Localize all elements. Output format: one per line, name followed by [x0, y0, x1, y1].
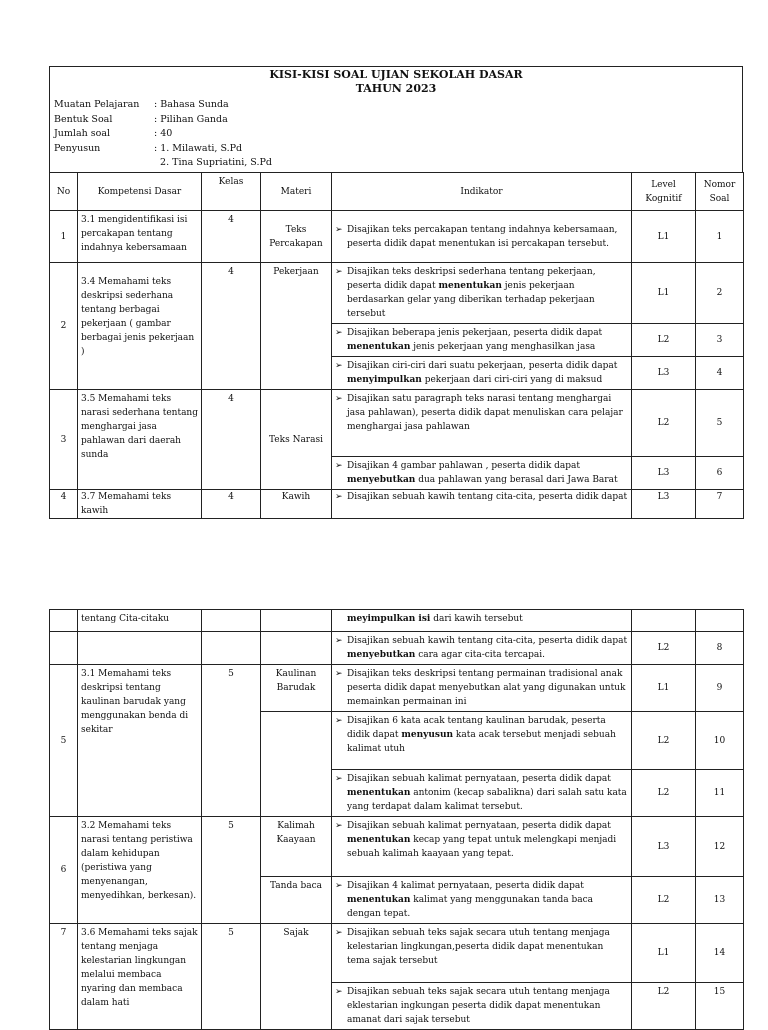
cell-nomor: 13 — [696, 877, 744, 924]
table-row — [50, 610, 744, 632]
cell-level: L1 — [632, 263, 696, 324]
cell-no: 3 — [50, 390, 78, 490]
cell-materi: Pekerjaan — [261, 263, 332, 390]
cell-level: L2 — [632, 324, 696, 357]
indikator-keyword: meyimpulkan isi — [347, 614, 431, 624]
meta-row — [54, 98, 272, 113]
cell-nomor: 12 — [696, 817, 744, 877]
cell-nomor: 2 — [696, 263, 744, 324]
cell-kd: 3.5 Memahami teks narasi sederhana tentang menghargai jasa pahlawan dari daerah sunda — [78, 390, 202, 490]
meta-value: : 40 — [154, 128, 173, 139]
indikator-part: jenis pekerjaan yang menghasilkan jasa — [410, 342, 596, 352]
table-header-row — [50, 173, 744, 211]
cell-nomor: 6 — [696, 457, 744, 490]
cell-level: L1 — [632, 211, 696, 263]
arrow-bullet-icon: ➢ — [335, 928, 343, 938]
cell-kelas: 5 — [202, 817, 261, 924]
indikator-keyword: menyimpulkan — [347, 375, 422, 385]
cell-no: 5 — [50, 665, 78, 817]
cell-indikator — [332, 357, 632, 390]
indikator-part: Disajikan satu paragraph teks narasi tentang menghargai jasa pahlawan), peserta didik dapat menuliskan cara pelajar menghargai jasa pahlawan — [347, 394, 623, 432]
indikator-text — [347, 392, 628, 434]
table-row — [50, 817, 744, 877]
meta-label: Muatan Pelajaran — [54, 99, 140, 110]
indikator-part: pekerjaan dari ciri-ciri yang di maksud — [421, 375, 603, 385]
table-row — [50, 665, 744, 712]
col-header-nomor: Nomor Soal — [696, 173, 744, 211]
cell-level: L1 — [632, 924, 696, 983]
cell-no: 2 — [50, 263, 78, 390]
indikator-text — [347, 772, 628, 814]
document-meta — [54, 98, 272, 171]
indikator-part: kata acak tersebut menjadi sebuah kalimat utuh — [347, 730, 616, 754]
cell-materi: Kaulinan Barudak — [261, 665, 332, 712]
table-row — [50, 263, 744, 324]
arrow-bullet-icon: ➢ — [335, 492, 343, 502]
indikator-text: Disajikan sebuah kawih tentang cita-cita, peserta didik dapat — [347, 492, 628, 502]
cell-nomor — [696, 610, 744, 632]
cell-level: L2 — [632, 390, 696, 457]
indikator-text — [347, 265, 628, 321]
arrow-bullet-icon: ➢ — [335, 636, 343, 646]
cell-kelas: 4 — [202, 211, 261, 263]
cell-indikator — [332, 263, 632, 324]
indikator-text: Disajikan sebuah teks sajak secara utuh tentang menjaga kelestarian lingkungan,peserta didik dapat menentukan tema sajak tersebut — [347, 928, 610, 966]
cell-indikator — [332, 390, 632, 457]
cell-no: 4 — [50, 490, 78, 519]
meta-label: Jumlah soal — [54, 128, 111, 139]
indikator-part: Disajikan ciri-ciri dari suatu pekerjaan, peserta didik dapat — [347, 361, 618, 371]
kisi-table-page-2 — [49, 609, 744, 1030]
cell-kelas: 4 — [202, 390, 261, 490]
arrow-bullet-icon: ➢ — [335, 821, 343, 831]
cell-materi: Kalimah Kaayaan — [261, 817, 332, 877]
indikator-text — [347, 879, 628, 921]
cell-materi — [261, 610, 332, 632]
arrow-bullet-icon: ➢ — [335, 361, 343, 371]
cell-indikator — [332, 665, 632, 712]
meta-label: Penyusun — [54, 142, 101, 154]
cell-no: 1 — [50, 211, 78, 263]
cell-level: L2 — [632, 632, 696, 665]
cell-level: L3 — [632, 490, 696, 519]
col-header-materi: Materi — [261, 173, 332, 211]
col-header-level: Level Kognitif — [632, 173, 696, 211]
cell-no: 7 — [50, 924, 78, 1030]
meta-value: : 1. Milawati, S.Pd — [154, 142, 243, 154]
cell-nomor: 3 — [696, 324, 744, 357]
cell-indikator — [332, 610, 632, 632]
indikator-text: Disajikan sebuah teks sajak secara utuh tentang menjaga eklestarian ingkungan peserta didik dapat menentukan amanat dari sajak tersebut — [347, 987, 610, 1025]
arrow-bullet-icon: ➢ — [335, 774, 343, 784]
indikator-part: Disajikan beberapa jenis pekerjaan, peserta didik dapat — [347, 328, 603, 338]
col-header-no: No — [50, 173, 78, 211]
indikator-part: kecap yang tepat untuk melengkapi menjadi sebuah kalimah kaayaan yang tepat. — [347, 835, 617, 859]
cell-level: L3 — [632, 357, 696, 390]
indikator-part: Disajikan sebuah kawih tentang cita-cita, peserta didik dapat — [347, 636, 628, 646]
cell-nomor: 10 — [696, 712, 744, 770]
indikator-text — [347, 634, 628, 662]
cell-kd — [78, 632, 202, 665]
cell-materi — [261, 632, 332, 665]
meta-label — [54, 156, 154, 171]
document-header — [49, 66, 743, 173]
cell-indikator — [332, 211, 632, 263]
indikator-part: Disajikan 6 kata acak tentang kaulinan barudak, peserta didik dapat — [347, 716, 606, 740]
cell-nomor: 8 — [696, 632, 744, 665]
cell-kelas — [202, 610, 261, 632]
cell-indikator — [332, 457, 632, 490]
arrow-bullet-icon: ➢ — [335, 716, 343, 726]
indikator-keyword: menentukan — [347, 835, 411, 845]
col-header-kelas: Kelas — [202, 173, 261, 211]
meta-value: 2. Tina Supriatini, S.Pd — [154, 157, 272, 168]
arrow-bullet-icon: ➢ — [335, 669, 343, 679]
indikator-text — [347, 326, 628, 354]
arrow-bullet-icon: ➢ — [335, 267, 343, 277]
indikator-keyword: menyebutkan — [347, 475, 416, 485]
indikator-part: Disajikan 4 gambar pahlawan , peserta didik dapat — [347, 461, 581, 471]
cell-nomor: 7 — [696, 490, 744, 519]
meta-row — [54, 113, 272, 128]
meta-label: Bentuk Soal — [54, 113, 113, 125]
document-year: TAHUN 2023 — [355, 82, 437, 95]
cell-nomor: 14 — [696, 924, 744, 983]
cell-indikator — [332, 924, 632, 983]
arrow-bullet-icon: ➢ — [335, 881, 343, 891]
cell-nomor: 11 — [696, 770, 744, 817]
cell-kelas: 4 — [202, 263, 261, 390]
document-page-2 — [0, 600, 768, 1024]
meta-value: : Bahasa Sunda — [154, 99, 229, 110]
indikator-part: Disajikan sebuah kalimat pernyataan, peserta didik dapat — [347, 774, 611, 784]
cell-no: 6 — [50, 817, 78, 924]
cell-no — [50, 632, 78, 665]
cell-materi: Sajak — [261, 924, 332, 1030]
indikator-part: Disajikan teks deskripsi sederhana tentang pekerjaan, peserta didik dapat — [347, 267, 596, 291]
cell-nomor: 9 — [696, 665, 744, 712]
page-gap — [0, 540, 768, 600]
arrow-bullet-icon: ➢ — [335, 987, 343, 997]
table-row — [50, 211, 744, 263]
cell-no — [50, 610, 78, 632]
indikator-text — [347, 223, 628, 251]
indikator-part: dari kawih tersebut — [430, 614, 523, 624]
indikator-part: cara agar cita-cita tercapai. — [415, 650, 546, 660]
cell-level: L2 — [632, 983, 696, 1030]
indikator-text — [347, 459, 628, 487]
indikator-text — [347, 359, 628, 387]
cell-indikator — [332, 817, 632, 877]
cell-kelas — [202, 632, 261, 665]
cell-level: L1 — [632, 665, 696, 712]
indikator-text — [347, 819, 628, 861]
meta-row — [54, 127, 272, 142]
indikator-part: Disajikan teks percakapan tentang indahnya kebersamaan, peserta didik dapat menentukan isi percakapan tersebut. — [347, 224, 618, 249]
cell-kelas: 4 — [202, 490, 261, 519]
kisi-table-page-1 — [49, 172, 744, 519]
cell-materi — [261, 712, 332, 817]
cell-kelas: 5 — [202, 665, 261, 817]
meta-row — [54, 142, 272, 157]
cell-materi: Teks Narasi — [261, 390, 332, 490]
cell-level: L3 — [632, 457, 696, 490]
meta-row — [54, 156, 272, 171]
cell-indikator — [332, 324, 632, 357]
indikator-text — [347, 714, 628, 756]
cell-materi: Kawih — [261, 490, 332, 519]
cell-kd: 3.1 Memahami teks deskripsi tentang kaulinan barudak yang menggunakan benda di sekitar — [78, 665, 202, 817]
table-row — [50, 490, 744, 519]
cell-indikator — [332, 632, 632, 665]
indikator-keyword: menyusun — [401, 730, 454, 740]
cell-indikator — [332, 490, 632, 519]
indikator-part: kalimat yang menggunakan tanda baca dengan tepat. — [347, 895, 593, 919]
cell-indikator — [332, 877, 632, 924]
indikator-keyword: menentukan — [438, 281, 502, 291]
table-row — [50, 924, 744, 983]
col-header-indikator: Indikator — [332, 173, 632, 211]
indikator-part: Disajikan sebuah kalimat pernyataan, peserta didik dapat — [347, 821, 611, 831]
arrow-bullet-icon: ➢ — [335, 461, 343, 471]
cell-kd: 3.7 Memahami teks kawih — [78, 490, 202, 519]
cell-nomor: 15 — [696, 983, 744, 1030]
indikator-keyword: menentukan — [347, 788, 411, 798]
arrow-bullet-icon: ➢ — [335, 224, 343, 235]
cell-kd: 3.4 Memahami teks deskripsi sederhana tentang berbagai pekerjaan ( gambar berbagai jenis pekerjaan ) — [78, 263, 202, 390]
indikator-part: Disajikan 4 kalimat pernyataan, peserta didik dapat — [347, 881, 584, 891]
cell-level: L2 — [632, 770, 696, 817]
cell-materi: Teks Percakapan — [261, 211, 332, 263]
cell-indikator — [332, 770, 632, 817]
document-title: KISI-KISI SOAL UJIAN SEKOLAH DASAR — [269, 68, 523, 81]
meta-value: : Pilihan Ganda — [154, 113, 228, 125]
cell-level — [632, 610, 696, 632]
indikator-part: dua pahlawan yang berasal dari Jawa Barat — [415, 475, 618, 485]
cell-level: L3 — [632, 817, 696, 877]
arrow-bullet-icon: ➢ — [335, 394, 343, 404]
cell-level: L2 — [632, 877, 696, 924]
cell-nomor: 4 — [696, 357, 744, 390]
cell-indikator — [332, 983, 632, 1030]
indikator-part: jenis pekerjaan berdasarkan gelar yang diberikan terhadap pekerjaan tersebut — [347, 281, 595, 319]
table-row — [50, 390, 744, 457]
cell-kelas: 5 — [202, 924, 261, 1030]
cell-kd: 3.6 Memahami teks sajak tentang menjaga kelestarian lingkungan melalui membaca nyaring dan membaca dalam hati — [78, 924, 202, 1030]
indikator-keyword: menentukan — [347, 895, 411, 905]
cell-kd: tentang Cita-citaku — [78, 610, 202, 632]
indikator-text: Disajikan teks deskripsi tentang permainan tradisional anak peserta didik dapat menyebutkan alat yang digunakan untuk memainkan permainan ini — [347, 669, 626, 707]
indikator-keyword: menentukan — [347, 342, 411, 352]
cell-nomor: 5 — [696, 390, 744, 457]
cell-kd: 3.1 mengidentifikasi isi percakapan tentang indahnya kebersamaan — [78, 211, 202, 263]
cell-nomor: 1 — [696, 211, 744, 263]
cell-kd: 3.2 Memahami teks narasi tentang peristiwa dalam kehidupan (peristiwa yang menyenangan, menyedihkan, berkesan). — [78, 817, 202, 924]
indikator-part: antonim (kecap sabalikna) dari salah satu kata yang terdapat dalam kalimat tersebut. — [347, 788, 627, 812]
arrow-bullet-icon: ➢ — [335, 328, 343, 338]
indikator-keyword: menyebutkan — [347, 650, 416, 660]
col-header-kd: Kompetensi Dasar — [78, 173, 202, 211]
table-row — [50, 632, 744, 665]
cell-level: L2 — [632, 712, 696, 770]
cell-materi: Tanda baca — [261, 877, 332, 924]
cell-indikator — [332, 712, 632, 770]
